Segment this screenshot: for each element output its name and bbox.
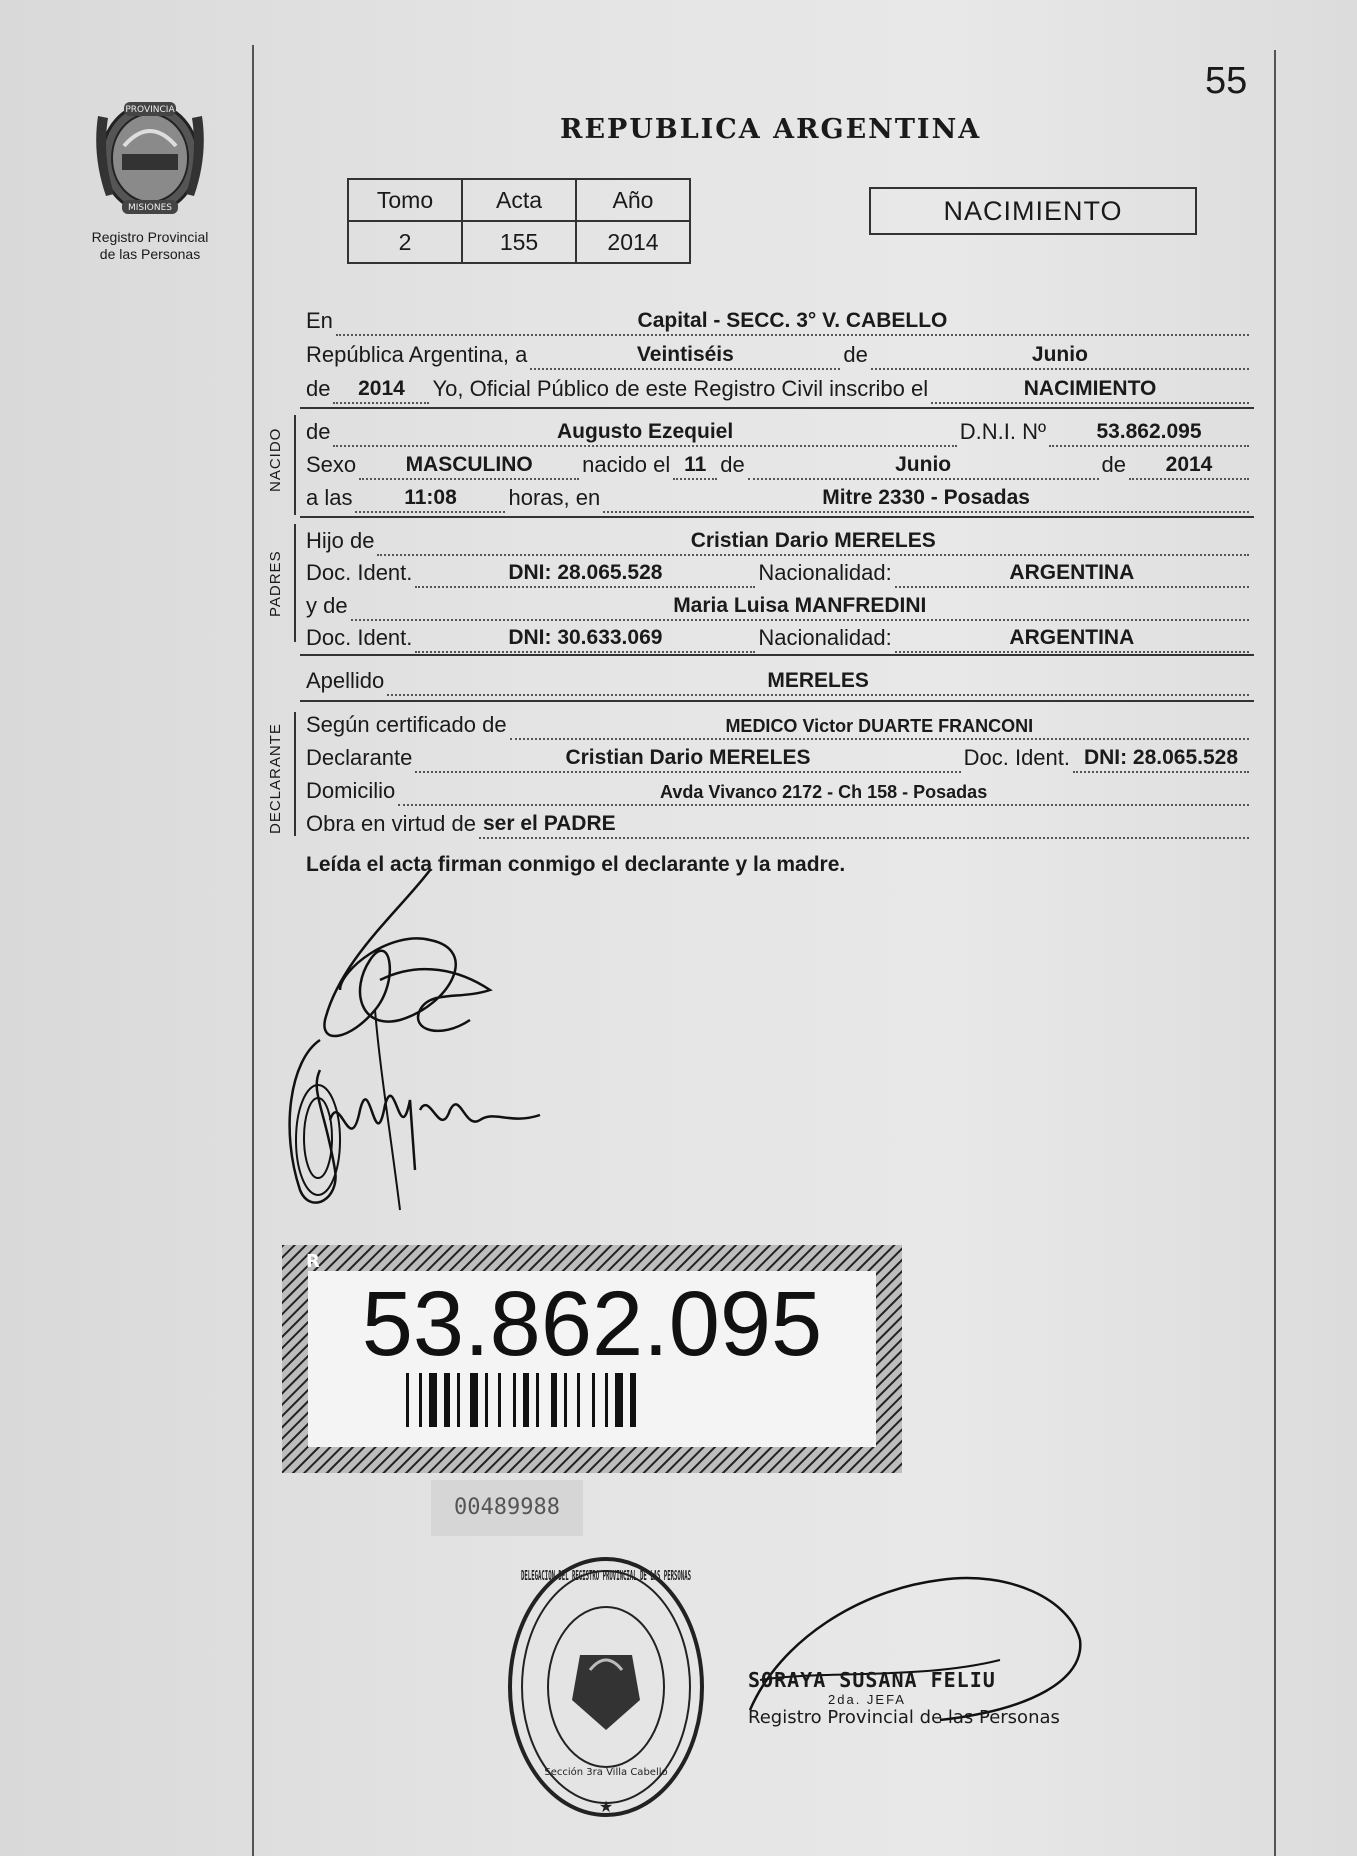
- nacido-el-label: nacido el: [582, 452, 671, 477]
- apellido-label: Apellido: [306, 668, 385, 693]
- nacido-de-label: de: [306, 419, 331, 444]
- mother-nac-label: Nacionalidad:: [758, 625, 892, 650]
- padres-section-label: PADRES: [267, 550, 284, 617]
- declarante-field: [415, 741, 960, 773]
- barcode-bar: [444, 1373, 450, 1427]
- year-value: 2014: [358, 377, 405, 400]
- inscribo-value: NACIMIENTO: [1023, 377, 1157, 400]
- value-acta: 155: [462, 221, 576, 263]
- dni-field: [1049, 415, 1249, 447]
- country-title: REPUBLICA ARGENTINA: [560, 114, 982, 145]
- row-domicilio: [306, 774, 1252, 806]
- handwritten-signatures: [280, 870, 550, 1230]
- right-margin-line: [1274, 50, 1276, 1856]
- sexo-field: [359, 448, 579, 480]
- inscribo-field: [931, 372, 1249, 404]
- apellido-field: [387, 664, 1249, 696]
- domicilio-label: Domicilio: [306, 778, 396, 803]
- barcode-bar: [498, 1373, 501, 1427]
- birth-de2-label: de: [1101, 452, 1126, 477]
- row-madre-doc: [306, 621, 1252, 653]
- barcode-bar: [577, 1373, 580, 1427]
- day-field: [530, 338, 840, 370]
- mother-doc-field: [415, 621, 755, 653]
- obra-label: Obra en virtud de: [306, 811, 476, 836]
- signer-block: [748, 1668, 1068, 1728]
- dni-label: D.N.I. Nº: [959, 419, 1046, 444]
- declarante-doc-label: Doc. Ident.: [963, 745, 1070, 770]
- dni-value: 53.862.095: [1096, 420, 1202, 443]
- divider: [300, 700, 1254, 702]
- mother-name-field: [351, 589, 1249, 621]
- birth-day-field: [673, 448, 717, 480]
- father-doc-field: [415, 556, 755, 588]
- mother-nationality-value: ARGENTINA: [1009, 626, 1135, 649]
- row-declarante: [306, 741, 1252, 773]
- header-acta: Acta: [462, 179, 576, 221]
- barcode-bar: [485, 1373, 488, 1427]
- father-doc-label: Doc. Ident.: [306, 560, 413, 585]
- year-field: [333, 372, 429, 404]
- place-field: [603, 481, 1249, 513]
- barcode-bar: [457, 1373, 460, 1427]
- value-ano: 2014: [576, 221, 690, 263]
- day-value: Veintiséis: [636, 343, 734, 366]
- nacido-bracket: [294, 415, 296, 515]
- sexo-label: Sexo: [306, 452, 357, 477]
- row-nacido-name: [306, 415, 1252, 447]
- en-value: Capital - SECC. 3° V. CABELLO: [637, 309, 948, 332]
- birth-year-value: 2014: [1165, 453, 1213, 476]
- horas-label: horas, en: [508, 485, 601, 510]
- hijo-de-label: Hijo de: [306, 528, 375, 553]
- divider: [300, 654, 1254, 656]
- barcode-bar: [419, 1373, 422, 1427]
- republica-label: República Argentina, a: [306, 342, 528, 367]
- barcode-border-letter: R: [306, 1251, 320, 1272]
- row-apellido: [306, 664, 1252, 696]
- apellido-value: MERELES: [767, 669, 869, 692]
- dni-barcode-sticker: [282, 1245, 902, 1473]
- yo-label: Yo, Oficial Público de este Registro Civil inscribo el: [432, 376, 929, 401]
- father-name-value: Cristian Dario MERELES: [690, 529, 936, 552]
- row-en: [306, 304, 1252, 336]
- obra-field: [479, 807, 1249, 839]
- time-value: 11:08: [404, 486, 457, 509]
- province-coat-of-arms-logo: [88, 96, 212, 224]
- barcode-bar: [513, 1373, 516, 1427]
- folio-number: 00489988: [431, 1480, 583, 1536]
- page-number: 55: [1205, 60, 1248, 102]
- divider: [300, 407, 1254, 409]
- segun-label: Según certificado de: [306, 712, 507, 737]
- svg-text:PROVINCIA: PROVINCIA: [125, 105, 175, 115]
- barcode-bar: [470, 1373, 478, 1427]
- mother-name-value: Maria Luisa MANFREDINI: [673, 594, 927, 617]
- segun-field: [510, 708, 1249, 740]
- divider: [300, 516, 1254, 518]
- row-year: [306, 372, 1252, 404]
- logo-caption: [74, 229, 226, 263]
- month-field: [871, 338, 1249, 370]
- segun-value: MEDICO Victor DUARTE FRANCONI: [725, 716, 1034, 736]
- nacido-name-field: [333, 415, 956, 447]
- y-de-label: y de: [306, 593, 348, 618]
- month-value: Junio: [1031, 343, 1088, 366]
- row-padre: [306, 524, 1252, 556]
- declarante-label: Declarante: [306, 745, 413, 770]
- de2-label: de: [306, 376, 331, 401]
- header-ano: Año: [576, 179, 690, 221]
- birth-month-field: [748, 448, 1099, 480]
- barcode-bar: [592, 1373, 595, 1427]
- row-madre: [306, 589, 1252, 621]
- row-obra: [306, 807, 1252, 839]
- stamp-inner-text: Sección 3ra Villa Cabello: [544, 1767, 668, 1778]
- domicilio-value: Avda Vivanco 2172 - Ch 158 - Posadas: [660, 782, 988, 802]
- logo-caption-line1: Registro Provincial: [91, 229, 209, 245]
- declarante-doc-field: [1073, 741, 1249, 773]
- barcode-bar: [630, 1373, 636, 1427]
- row-certificado: [306, 708, 1252, 740]
- signer-office: Registro Provincial de las Personas: [748, 1707, 1060, 1728]
- barcode-bar: [615, 1373, 623, 1427]
- row-hora: [306, 481, 1252, 513]
- declarante-value: Cristian Dario MERELES: [565, 746, 811, 769]
- signer-role: 2da. JEFA: [828, 1692, 906, 1707]
- barcode-bar: [523, 1373, 529, 1427]
- logo-caption-line2: de las Personas: [99, 246, 201, 262]
- barcode-bar: [406, 1373, 409, 1427]
- birth-day-value: 11: [684, 453, 707, 476]
- de-label: de: [843, 342, 868, 367]
- en-label: En: [306, 308, 333, 333]
- sexo-value: MASCULINO: [405, 453, 533, 476]
- row-padre-doc: [306, 556, 1252, 588]
- record-type-box: NACIMIENTO: [869, 187, 1197, 235]
- obra-value: ser el PADRE: [482, 812, 616, 835]
- birth-de-label: de: [720, 452, 745, 477]
- mother-doc-value: DNI: 30.633.069: [508, 626, 663, 649]
- father-doc-value: DNI: 28.065.528: [508, 561, 663, 584]
- registry-table-header-row: [348, 179, 690, 221]
- row-sexo: [306, 448, 1252, 480]
- birth-month-value: Junio: [895, 453, 952, 476]
- left-margin-line: [252, 45, 254, 1856]
- time-field: [355, 481, 505, 513]
- closing-statement: Leída el acta firman conmigo el declarante y la madre.: [306, 853, 846, 876]
- barcode-bar: [551, 1373, 557, 1427]
- svg-text:MISIONES: MISIONES: [127, 203, 173, 213]
- declarante-doc-value: DNI: 28.065.528: [1083, 746, 1239, 769]
- mother-nationality-field: [895, 621, 1249, 653]
- registry-table: [347, 178, 691, 264]
- official-round-stamp: [502, 1550, 710, 1825]
- header-tomo: Tomo: [348, 179, 462, 221]
- birth-year-field: [1129, 448, 1249, 480]
- signer-name: SORAYA SUSANA FELIU: [748, 1668, 996, 1692]
- stamp-ring-text: DELEGACION DEL REGISTRO PROVINCIAL DE LAS PERSONAS: [521, 1569, 692, 1584]
- place-value: Mitre 2330 - Posadas: [822, 486, 1030, 509]
- barcode-bar: [564, 1373, 567, 1427]
- nacido-name-value: Augusto Ezequiel: [557, 420, 734, 443]
- padres-bracket: [294, 524, 296, 642]
- nacido-section-label: NACIDO: [267, 427, 284, 492]
- father-nationality-field: [895, 556, 1249, 588]
- barcode-number: 53.862.095: [361, 1273, 823, 1375]
- a-las-label: a las: [306, 485, 353, 510]
- mother-doc-label: Doc. Ident.: [306, 625, 413, 650]
- declarante-bracket: [294, 712, 296, 836]
- father-nac-label: Nacionalidad:: [758, 560, 892, 585]
- father-nationality-value: ARGENTINA: [1009, 561, 1135, 584]
- barcode-bar: [429, 1373, 437, 1427]
- barcode-bar: [605, 1373, 608, 1427]
- en-field: [336, 304, 1249, 336]
- barcode-bar: [536, 1373, 539, 1427]
- registry-table-value-row: [348, 221, 690, 263]
- father-name-field: [377, 524, 1249, 556]
- value-tomo: 2: [348, 221, 462, 263]
- svg-text:★: ★: [598, 1799, 614, 1816]
- row-fecha: [306, 338, 1252, 370]
- domicilio-field: [398, 774, 1249, 806]
- declarante-section-label: DECLARANTE: [267, 723, 284, 834]
